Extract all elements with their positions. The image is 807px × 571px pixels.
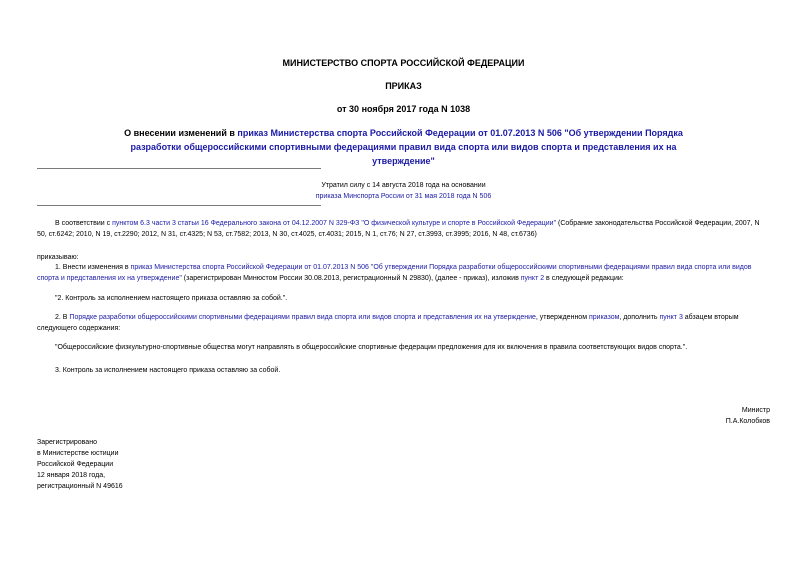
item2-procedure-link[interactable]: Порядке разработки общероссийскими спортивными федерациями правил вида спорта или видов спорта и представления их на утверждение (69, 314, 536, 321)
registration-line: регистрационный N 49616 (37, 483, 123, 490)
item2-text-4: абзацем вторым следующего содержания: (37, 314, 739, 332)
preamble-paragraph (37, 218, 770, 240)
doc-type: ПРИКАЗ (385, 81, 422, 91)
item1-paragraph (37, 262, 770, 284)
item1-text-2: (зарегистрирован Минюстом России 30.08.2013, регистрационный N 29830), (далее - приказ), изложив (181, 275, 521, 282)
signature-block (726, 405, 770, 427)
item2-text-1: 2. В (55, 314, 70, 321)
registration-line: Зарегистрировано (37, 439, 97, 446)
registration-line: в Министерстве юстиции (37, 450, 119, 457)
preamble-text-2: (Собрание законодательства Российской Федерации, 2007, N 50, ст.6242; 2010, N 19, ст.2290; 2012, N 31, ст.4325; N 53, ст.7582; 2013, N 30, ст.4025, ст.4031; 2015, N 1, ст.76; N 27, ст.3993, ст.3995; 2016, N 48, ст.6736) (37, 220, 760, 238)
item1-text-1: 1. Внести изменения в (55, 264, 131, 271)
item1-text-3: в следующей редакции: (544, 275, 624, 282)
preamble-text-1: В соответствии с (55, 220, 113, 227)
signature-name: П.А.Колобков (725, 418, 770, 425)
item1-order-link[interactable]: приказ Министерства спорта Российской Федерации от 01.07.2013 N 506 "Об утверждении Порядка разработки общероссийскими спортивными федерациями правил вида спорта или видов спорта и представления их на утверждение" (37, 264, 752, 282)
title-prefix: О внесении изменений в (124, 128, 238, 138)
signature-position: Министр (741, 407, 770, 414)
item2-point-link[interactable]: пункт 3 (659, 314, 683, 321)
divider-top (37, 168, 321, 169)
title-link[interactable]: приказ Министерства спорта Российской Федерации от 01.07.2013 N 506 "Об утверждении Порядка разработки общероссийскими спортивными федерациями правил вида спорта или видов спорта и представления их на утверждение" (130, 128, 683, 166)
item2-quote: "Общероссийские физкультурно-спортивные общества могут направлять в общероссийские спортивные федерации предложения для их включения в правила соответствующих видов спорта.". (55, 344, 688, 351)
registration-line: Российской Федерации (37, 461, 114, 468)
item2-paragraph (37, 312, 770, 334)
law-link[interactable]: пунктом 6.3 части 3 статьи 16 Федерального закона от 04.12.2007 N 329-ФЗ "О физической культуре и спорте в Российской Федерации" (112, 220, 557, 227)
item1-quote: "2. Контроль за исполнением настоящего приказа оставляю за собой.". (55, 295, 288, 302)
status-block (0, 180, 807, 202)
divider-bottom (37, 205, 321, 206)
item2-text-3: , дополнить (619, 314, 660, 321)
item3-paragraph: 3. Контроль за исполнением настоящего приказа оставляю за собой. (55, 367, 281, 374)
ministry-heading: МИНИСТЕРСТВО СПОРТА РОССИЙСКОЙ ФЕДЕРАЦИИ (282, 58, 525, 68)
date-number: от 30 ноября 2017 года N 1038 (336, 104, 471, 114)
document-title (120, 126, 687, 168)
status-text: Утратил силу с 14 августа 2018 года на основании (321, 182, 486, 189)
status-link[interactable]: приказа Минспорта России от 31 мая 2018 года N 506 (315, 193, 492, 200)
registration-block (37, 437, 123, 492)
item2-order-link[interactable]: приказом (588, 314, 620, 321)
order-word: приказываю: (37, 254, 79, 261)
registration-line: 12 января 2018 года, (37, 472, 106, 479)
item1-point-link[interactable]: пункт 2 (520, 275, 545, 282)
item2-text-2: , утвержденном (535, 314, 589, 321)
